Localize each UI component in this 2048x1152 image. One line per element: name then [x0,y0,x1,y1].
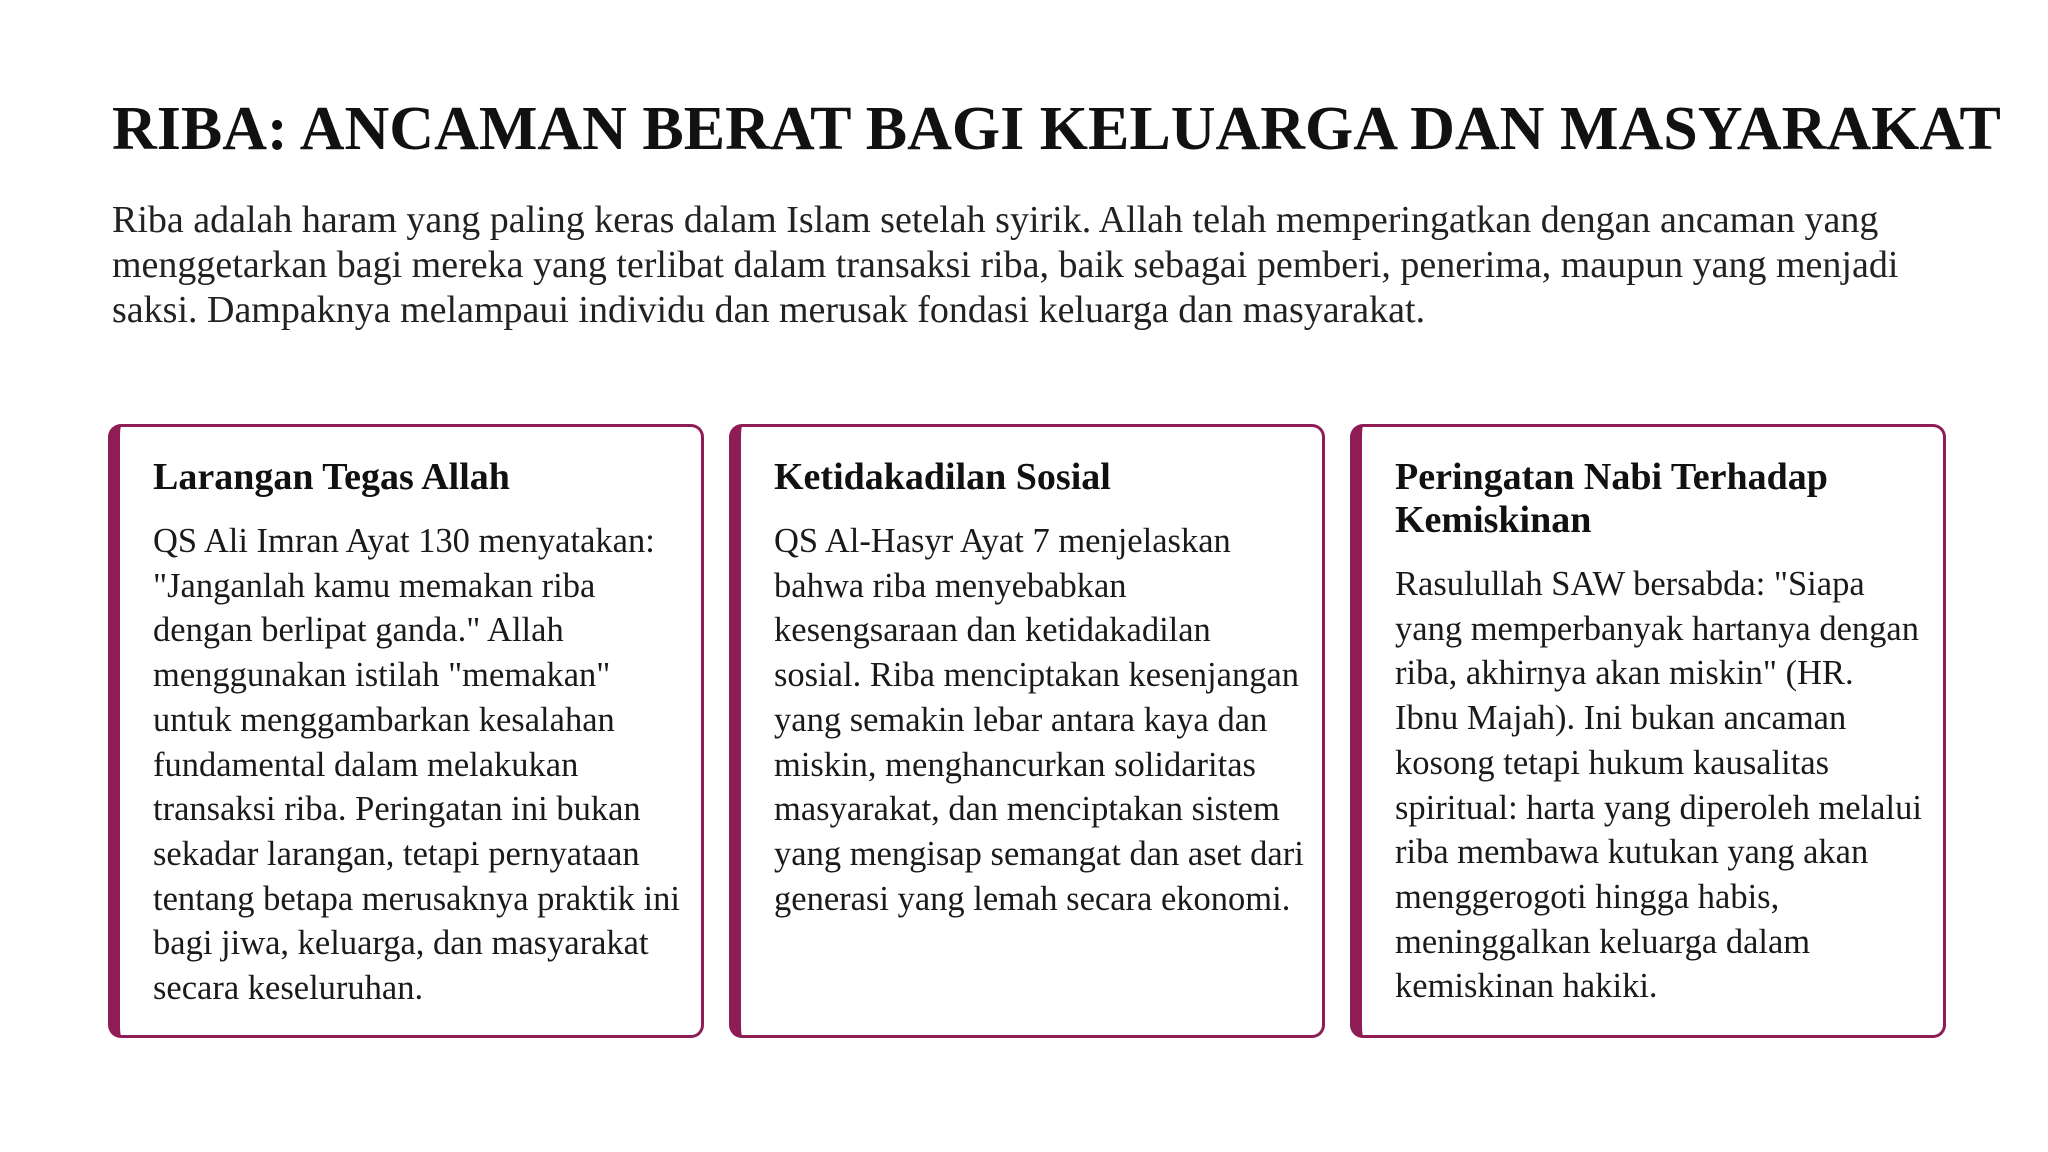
card-body: QS Ali Imran Ayat 130 menyatakan: "Janganlah kamu memakan riba dengan berlipat ganda." Allah menggunakan istilah "memakan" untuk menggambarkan kesalahan fundamental dalam melakukan transaksi riba. Peringatan ini bukan sekadar larangan, tetapi pernyataan tentang betapa merusaknya praktik ini bagi jiwa, keluarga, dan masyarakat secara keseluruhan. [153,522,680,1008]
card-body: QS Al-Hasyr Ayat 7 menjelaskan bahwa riba menyebabkan kesengsaraan dan ketidakadilan sosial. Riba menciptakan kesenjangan yang semakin lebar antara kaya dan miskin, menghancurkan solidaritas masyarakat, dan menciptakan sistem yang mengisap semangat dan aset dari generasi yang lemah secara ekonomi. [774,522,1304,918]
card-peringatan-nabi [1350,424,1946,1038]
card-ketidakadilan-sosial [729,424,1325,1038]
intro-paragraph: Riba adalah haram yang paling keras dalam Islam setelah syirik. Allah telah memperingatkan dengan ancaman yang menggetarkan bagi mereka yang terlibat dalam transaksi riba, baik sebagai pemberi, penerima, maupun yang menjadi saksi. Dampaknya melampaui individu dan merusak fondasi keluarga dan masyarakat. [112,199,1899,331]
slide-title: RIBA: ANCAMAN BERAT BAGI KELUARGA DAN MASYARAKAT [112,95,2001,163]
card-larangan-tegas-allah [108,424,704,1038]
card-heading: Ketidakadilan Sosial [774,456,1111,498]
card-body: Rasulullah SAW bersabda: "Siapa yang memperbanyak hartanya dengan riba, akhirnya akan miskin" (HR. Ibnu Majah). Ini bukan ancaman kosong tetapi hukum kausalitas spiritual: harta yang diperoleh melalui riba membawa kutukan yang akan menggerogoti hingga habis, meninggalkan keluarga dalam kemiskinan hakiki. [1395,565,1922,1006]
card-heading: Larangan Tegas Allah [153,456,510,498]
card-heading: Peringatan Nabi Terhadap Kemiskinan [1395,456,1828,541]
